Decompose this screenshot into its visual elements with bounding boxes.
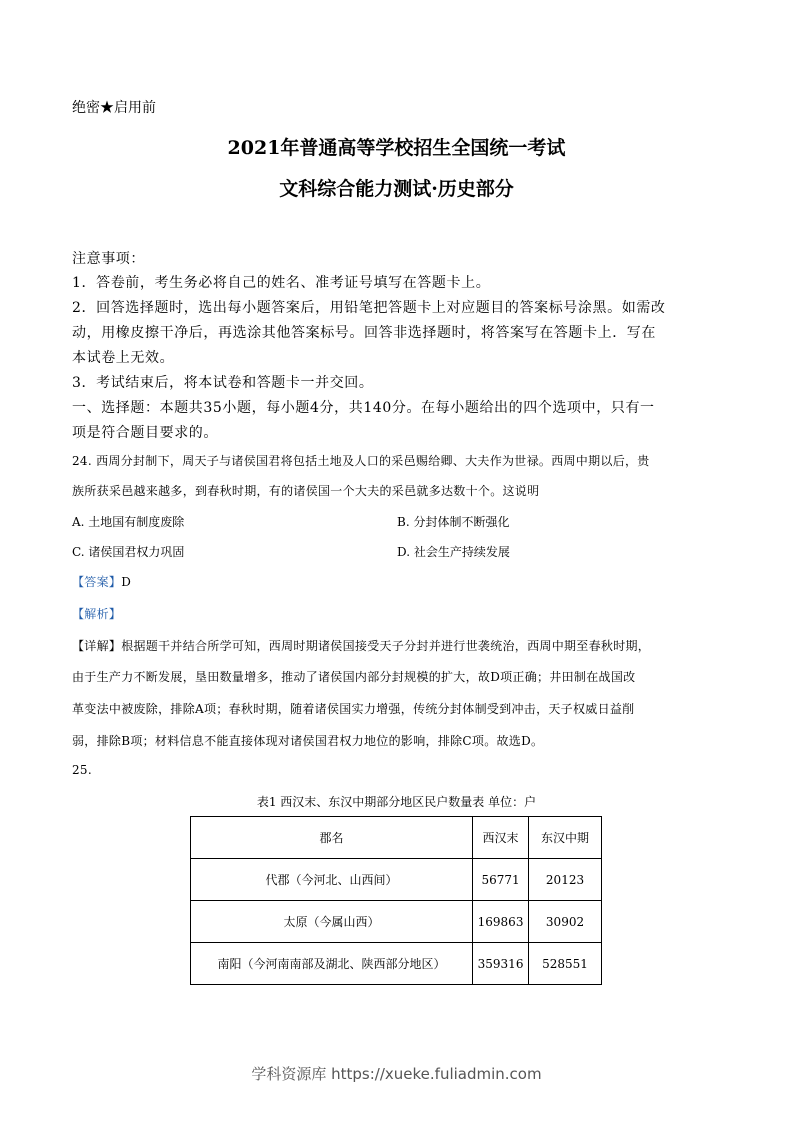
- footer-watermark: 学科资源库 https://xueke.fuliadmin.com: [251, 1065, 542, 1083]
- table-header-cell: 东汉中期: [529, 817, 602, 859]
- q24-option-c: C. 诸侯国君权力巩固: [72, 545, 185, 559]
- q24-stem-line-2: 族所获采邑越来越多，到春秋时期，有的诸侯国一个大夫的采邑就多达数十个。这说明: [72, 484, 540, 498]
- section-heading-line-1: 一、选择题：本题共35小题，每小题4分，共140分。在每小题给出的四个选项中，只有一: [72, 400, 655, 416]
- table-cell: 太原（今属山西）: [191, 901, 473, 943]
- household-table: [190, 816, 602, 985]
- q24-detail-line-1: [72, 637, 650, 654]
- notice-item-3: 3．考试结束后，将本试卷和答题卡一并交回。: [72, 375, 374, 391]
- table-header-cell: 西汉末: [473, 817, 529, 859]
- table-cell: 南阳（今河南南部及湖北、陕西部分地区）: [191, 943, 473, 985]
- exam-subtitle: 文科综合能力测试·历史部分: [279, 178, 514, 200]
- q24-detail-line-2: 由于生产力不断发展，垦田数量增多，推动了诸侯国内部分封规模的扩大，故D项正确；井田制在战国改: [72, 670, 636, 684]
- table-cell: 30902: [529, 901, 602, 943]
- table-row: [191, 859, 602, 901]
- q24-option-a: A. 土地国有制度废除: [72, 515, 185, 529]
- table-cell: 56771: [473, 859, 529, 901]
- table-caption: 表1 西汉末、东汉中期部分地区民户数量表 单位：户: [256, 795, 537, 809]
- detail-text-1: 根据题干并结合所学可知，西周时期诸侯国接受天子分封并进行世袭统治，西周中期至春秋时期，: [121, 639, 651, 653]
- q24-detail-line-4: 弱，排除B项；材料信息不能直接体现对诸侯国君权力地位的影响，排除C项。故选D。: [72, 734, 544, 748]
- notice-item-1: 1．答卷前，考生务必将自己的姓名、准考证号填写在答题卡上。: [72, 275, 491, 291]
- table-row: [191, 901, 602, 943]
- table-header-row: [191, 817, 602, 859]
- q25-number: 25.: [72, 763, 92, 777]
- q24-answer: [72, 573, 131, 590]
- notice-item-2-line-1: 2．回答选择题时，选出每小题答案后，用铅笔把答题卡上对应题目的答案标号涂黑。如需改: [72, 300, 666, 316]
- answer-value: D: [121, 575, 132, 589]
- answer-tag: 【答案】: [72, 575, 122, 589]
- q24-detail-line-3: 革变法中被废除，排除A项；春秋时期，随着诸侯国实力增强，传统分封体制受到冲击，天子权威日益削: [72, 702, 635, 716]
- secret-label: 绝密★启用前: [72, 100, 156, 116]
- q24-stem-line-1: 24. 西周分封制下，周天子与诸侯国君将包括土地及人口的采邑赐给卿、大夫作为世禄。西周中期以后，贵: [72, 454, 650, 468]
- q24-option-d: D. 社会生产持续发展: [397, 545, 510, 559]
- notice-item-2-line-2: 动，用橡皮擦干净后，再选涂其他答案标号。回答非选择题时，将答案写在答题卡上．写在: [72, 325, 656, 341]
- table-header-cell: 郡名: [191, 817, 473, 859]
- table-cell: 20123: [529, 859, 602, 901]
- detail-tag: 【详解】: [72, 639, 122, 653]
- table-cell: 169863: [473, 901, 529, 943]
- table-cell: 代郡（今河北、山西间）: [191, 859, 473, 901]
- q24-option-b: B. 分封体制不断强化: [397, 515, 510, 529]
- section-heading-line-2: 项是符合题目要求的。: [72, 425, 218, 441]
- table-cell: 528551: [529, 943, 602, 985]
- table-row: [191, 943, 602, 985]
- notice-heading: 注意事项：: [72, 251, 145, 267]
- table-cell: 359316: [473, 943, 529, 985]
- exam-title: 2021年普通高等学校招生全国统一考试: [227, 137, 566, 159]
- notice-item-2-line-3: 本试卷上无效。: [72, 350, 175, 366]
- q24-analysis-tag: 【解析】: [72, 607, 122, 621]
